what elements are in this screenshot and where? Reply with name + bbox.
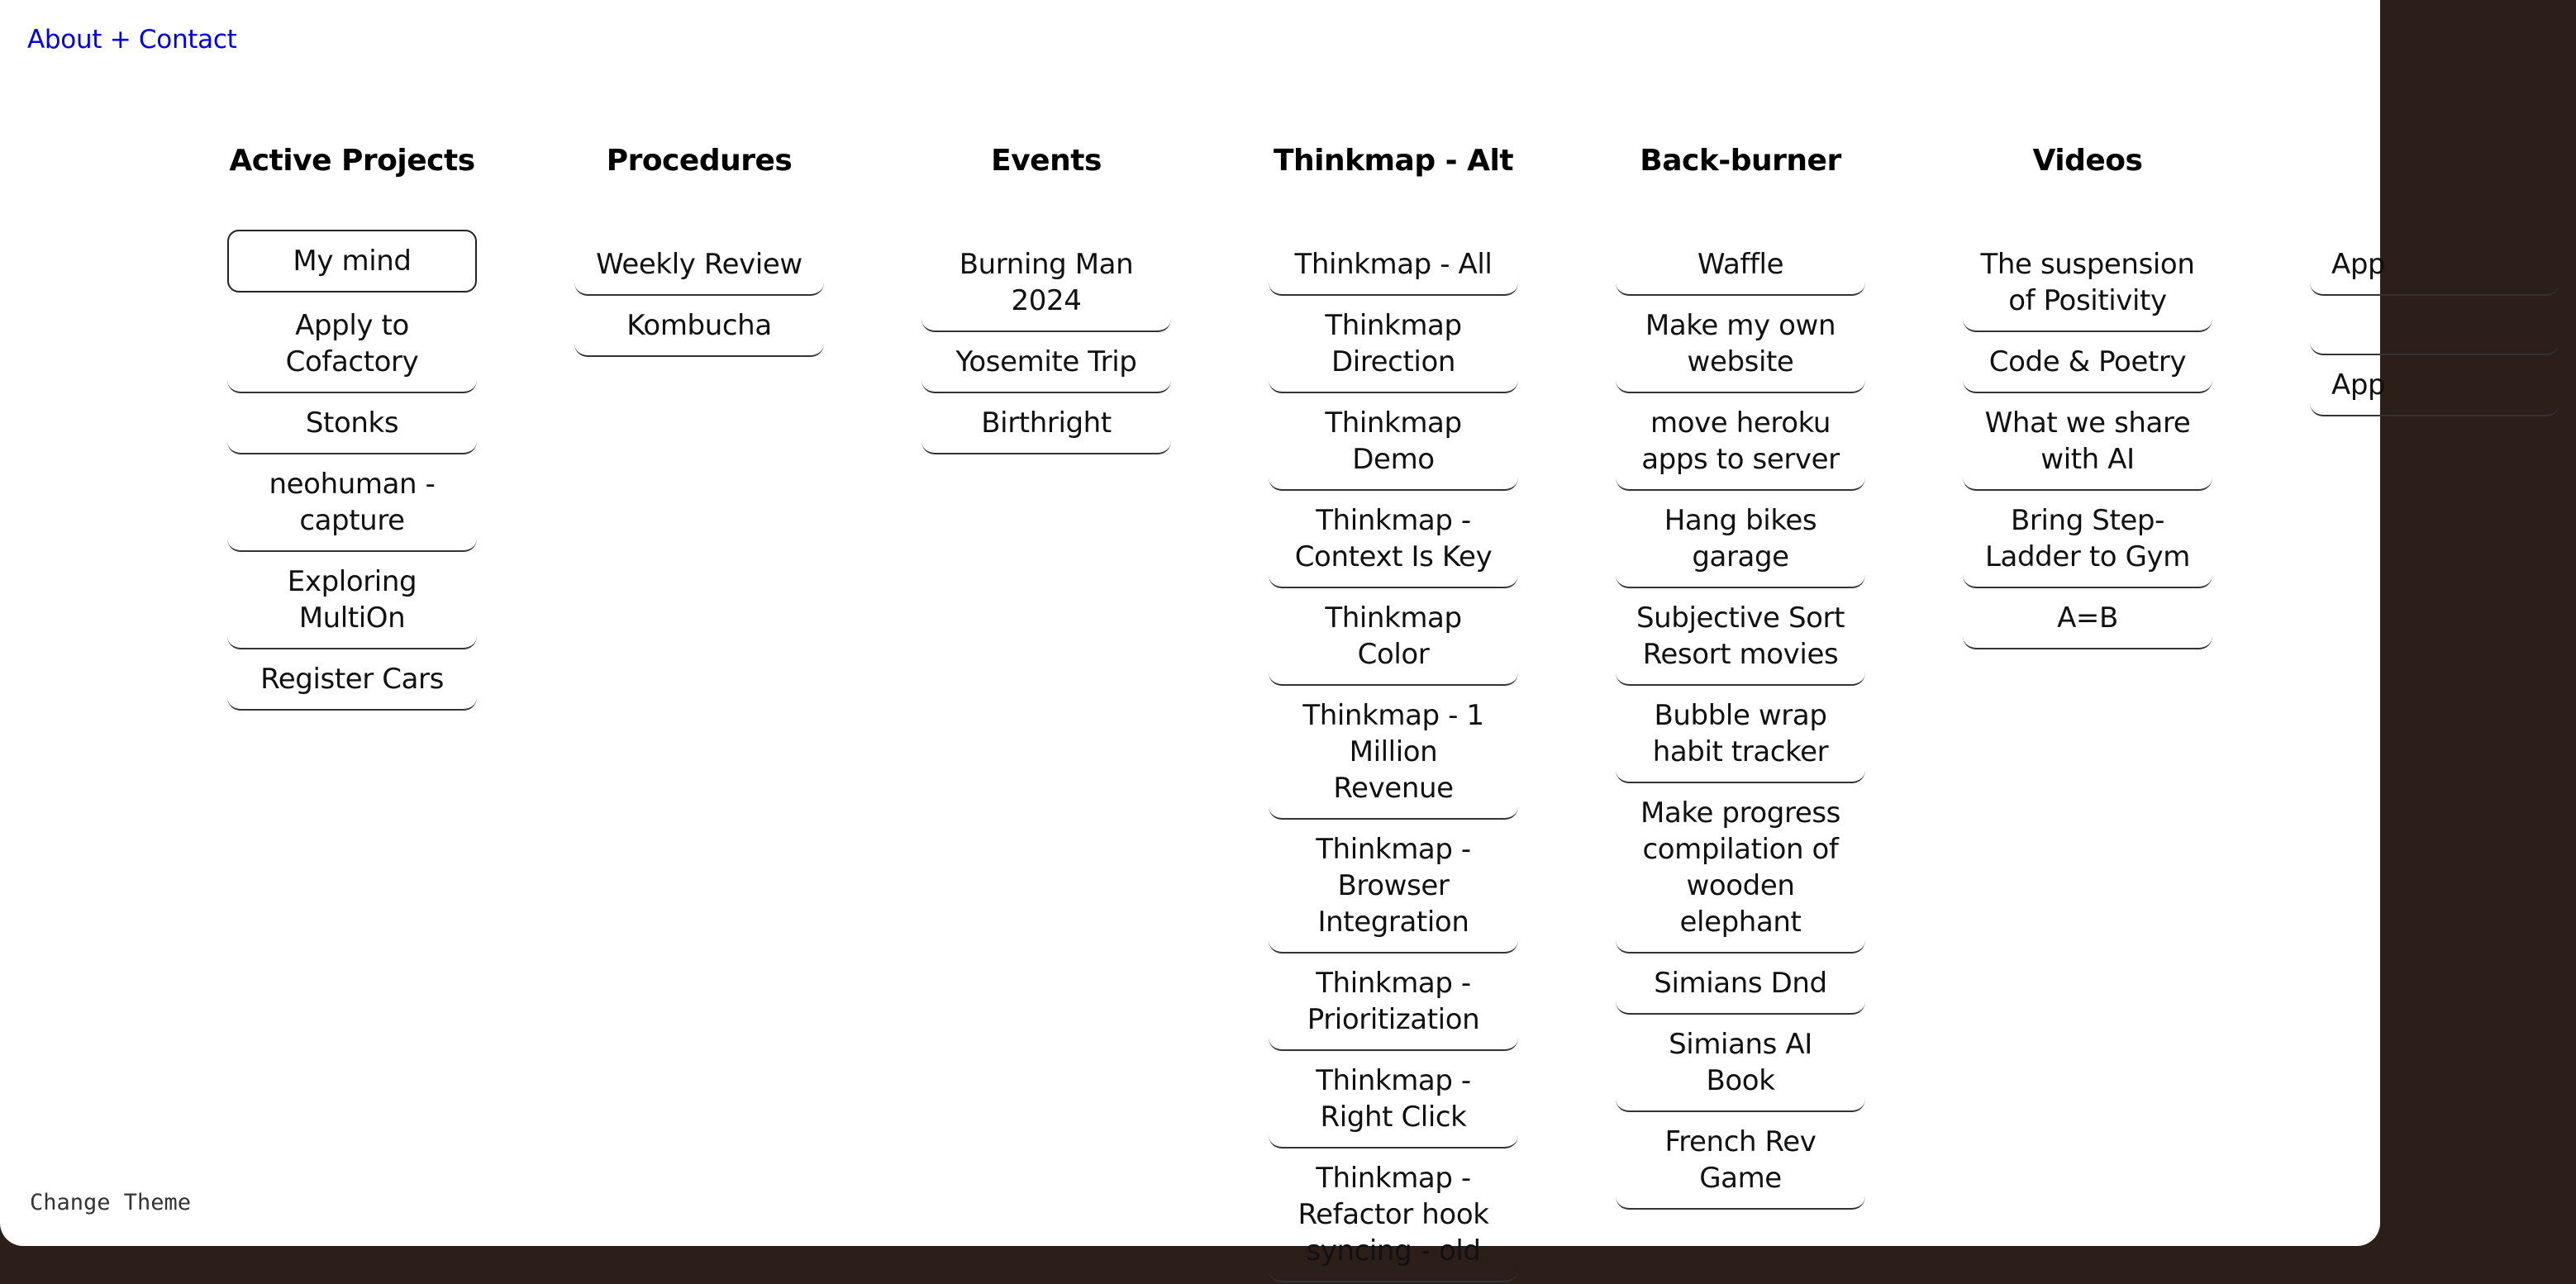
- card-item[interactable]: App: [2310, 357, 2559, 416]
- card-item[interactable]: Make my own website: [1616, 297, 1865, 393]
- card-item[interactable]: [2310, 297, 2559, 355]
- card-item[interactable]: Birthright: [921, 395, 1171, 454]
- column-title: Procedures: [606, 144, 793, 178]
- card-list: [2310, 236, 2559, 416]
- card-item[interactable]: Burning Man 2024: [921, 236, 1171, 332]
- card-item[interactable]: Code & Poetry: [1963, 334, 2212, 393]
- card-item[interactable]: Make progress compilation of wooden elephant: [1616, 785, 1865, 953]
- about-contact-link[interactable]: About + Contact: [27, 25, 237, 55]
- card-list: [1269, 236, 1518, 1282]
- card-item[interactable]: A=B: [1963, 590, 2212, 649]
- card-item[interactable]: Thinkmap Direction: [1269, 297, 1518, 393]
- column-back-burner: [1616, 140, 1865, 1211]
- column-title: Events: [991, 144, 1102, 178]
- change-theme-button[interactable]: Change Theme: [30, 1190, 192, 1215]
- card-item[interactable]: Thinkmap Demo: [1269, 395, 1518, 491]
- card-item[interactable]: Kombucha: [574, 297, 824, 357]
- card-item[interactable]: My mind: [227, 230, 477, 292]
- column-active-projects: [227, 140, 477, 712]
- column-title: Back-burner: [1640, 144, 1841, 178]
- card-item[interactable]: move heroku apps to server: [1616, 395, 1865, 491]
- card-item[interactable]: Simians Dnd: [1616, 955, 1865, 1015]
- card-item[interactable]: Thinkmap - 1 Million Revenue: [1269, 687, 1518, 820]
- card-item[interactable]: Stonks: [227, 395, 477, 454]
- card-item[interactable]: Thinkmap - Prioritization: [1269, 955, 1518, 1051]
- card-item[interactable]: Thinkmap - All: [1269, 236, 1518, 296]
- card-item[interactable]: Waffle: [1616, 236, 1865, 296]
- column-videos: [1963, 140, 2212, 651]
- card-item[interactable]: French Rev Game: [1616, 1114, 1865, 1210]
- card-item[interactable]: The suspension of Positivity: [1963, 236, 2212, 332]
- card-item[interactable]: Apply to Cofactory: [227, 297, 477, 393]
- column-procedures: [574, 140, 824, 359]
- card-list: [1616, 236, 1865, 1210]
- card-item[interactable]: Hang bikes garage: [1616, 492, 1865, 588]
- card-item[interactable]: Weekly Review: [574, 236, 824, 296]
- column-events: [921, 140, 1171, 456]
- card-list: [1963, 236, 2212, 649]
- column-title: Active Projects: [229, 144, 475, 178]
- card-item[interactable]: What we share with AI: [1963, 395, 2212, 491]
- card-item[interactable]: neohuman - capture: [227, 456, 477, 552]
- card-item[interactable]: Thinkmap - Refactor hook syncing - old: [1269, 1150, 1518, 1282]
- card-item[interactable]: Bring Step-Ladder to Gym: [1963, 492, 2212, 588]
- card-item[interactable]: Bubble wrap habit tracker: [1616, 687, 1865, 783]
- card-item[interactable]: Yosemite Trip: [921, 334, 1171, 393]
- card-item[interactable]: Thinkmap - Browser Integration: [1269, 821, 1518, 953]
- card-item[interactable]: Simians AI Book: [1616, 1016, 1865, 1112]
- column-title: [2293, 140, 2576, 182]
- card-item[interactable]: Thinkmap - Context Is Key: [1269, 492, 1518, 588]
- column-partial: [2310, 140, 2559, 418]
- card-list: [227, 230, 477, 711]
- card-item[interactable]: Subjective Sort Resort movies: [1616, 590, 1865, 686]
- card-item[interactable]: App: [2310, 236, 2559, 296]
- column-title: Thinkmap - Alt: [1273, 144, 1514, 178]
- card-list: [921, 236, 1171, 454]
- card-item[interactable]: Thinkmap Color: [1269, 590, 1518, 686]
- card-item[interactable]: Thinkmap - Right Click: [1269, 1053, 1518, 1148]
- card-item[interactable]: Register Cars: [227, 651, 477, 711]
- column-thinkmap-alt: [1269, 140, 1518, 1284]
- column-title: Videos: [2032, 144, 2143, 178]
- card-item[interactable]: Exploring MultiOn: [227, 554, 477, 649]
- card-list: [574, 236, 824, 357]
